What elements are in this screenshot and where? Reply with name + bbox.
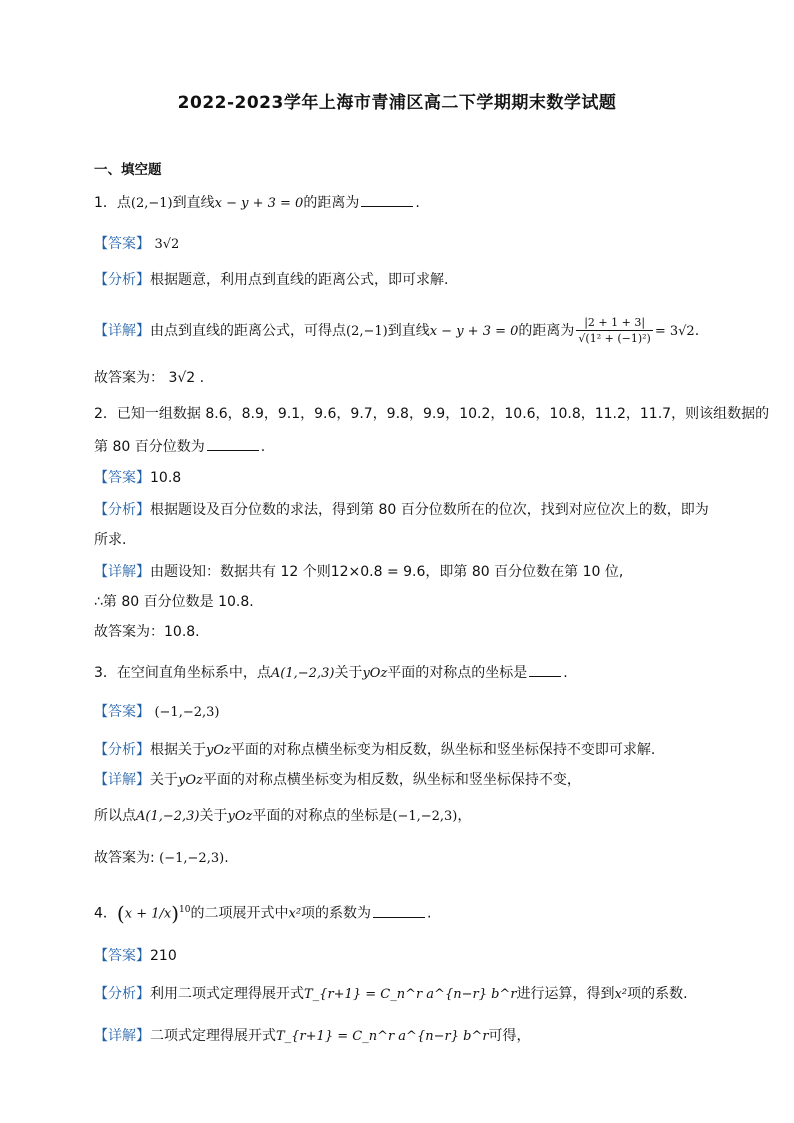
- question-2-line-1: 2．已知一组数据 8.6，8.9，9.1，9.6，9.7，9.8，9.9，10.2，10.6，10.8，11.2，11.7，则该组数据的: [94, 406, 770, 422]
- analysis-tag: 【分析】: [94, 272, 150, 288]
- q3-detail: 【详解】关于yOz平面的对称点横坐标变为相反数，纵坐标和竖坐标保持不变，: [94, 772, 581, 788]
- question-4: 4．$(x + 1/x)^{10}$的二项展开式中x²项的系数为 .: [94, 901, 432, 926]
- q1-answer: 【答案】 3√2: [94, 236, 180, 252]
- q3-answer: 【答案】 (−1,−2,3): [94, 704, 220, 720]
- q4-exponent: 10: [179, 905, 191, 915]
- q2-analysis-cont: 所求.: [94, 532, 127, 548]
- q2-analysis: 【分析】根据题设及百分位数的求法，得到第 80 百分位数所在的位次，找到对应位次上的数，即为: [94, 502, 709, 518]
- q3-so: 所以点A(1,−2,3)关于yOz平面的对称点的坐标是(−1,−2,3)，: [94, 808, 472, 824]
- q2-detail: 【详解】由题设知：数据共有 12 个则12×0.8 = 9.6，即第 80 百分位数在第 10 位,: [94, 564, 624, 580]
- q2-detail-cont: ∴第 80 百分位数是 10.8.: [94, 594, 254, 610]
- q4-term: x²: [288, 906, 302, 922]
- answer-blank: [361, 192, 413, 207]
- q1-line-equation: x − y + 3 = 0: [214, 196, 304, 211]
- q3-point: A(1,−2,3): [270, 666, 335, 681]
- answer-tag: 【答案】: [94, 236, 150, 252]
- q1-analysis: 【分析】根据题意，利用点到直线的距离公式，即可求解.: [94, 272, 449, 288]
- section-heading: 一、填空题: [94, 162, 162, 178]
- fraction-denominator: √(1² + (−1)²): [578, 332, 651, 345]
- q2-final: 故答案为：10.8.: [94, 624, 200, 640]
- distance-fraction: [576, 316, 652, 346]
- answer-blank: [207, 436, 259, 451]
- q2-answer: 【答案】10.8: [94, 470, 182, 486]
- question-1: 1．点(2,−1)到直线x − y + 3 = 0的距离为 .: [94, 192, 714, 214]
- detail-tag: 【详解】: [94, 323, 150, 339]
- q4-analysis: 【分析】利用二项式定理得展开式T_{r+1} = C_n^r a^{n−r} b^r进行运算，得到x²项的系数.: [94, 986, 688, 1002]
- q3-plane: yOz: [362, 666, 388, 681]
- answer-blank: [373, 903, 425, 918]
- q1-point: (2,−1): [130, 196, 173, 211]
- question-3: 3．在空间直角坐标系中，点A(1,−2,3)关于yOz平面的对称点的坐标是 .: [94, 662, 714, 684]
- question-2-line-2: 第 80 百分位数为 .: [94, 436, 714, 457]
- q3-analysis: 【分析】根据关于yOz平面的对称点横坐标变为相反数，纵坐标和竖坐标保持不变即可求解.: [94, 742, 656, 758]
- fraction-numerator: |2 + 1 + 3|: [576, 316, 652, 331]
- q1-detail: 【详解】由点到直线的距离公式，可得点(2,−1)到直线x − y + 3 = 0的距离为 $\frac{|2 + 1 + 3|}{\text{√(1² + (−1)²)}}$ = 3√2.: [94, 316, 700, 345]
- answer-blank: [529, 662, 561, 677]
- binomial-formula: T_{r+1} = C_n^r a^{n−r} b^r: [304, 987, 517, 1002]
- q3-final: 故答案为: (−1,−2,3).: [94, 850, 229, 866]
- q4-expression: x + 1/x: [124, 906, 172, 922]
- q1-final: 故答案为： 3√2 .: [94, 370, 205, 386]
- q4-answer: 【答案】210: [94, 948, 177, 964]
- page-title: 2022-2023学年上海市青浦区高二下学期期末数学试题: [177, 93, 617, 113]
- q4-detail: 【详解】二项式定理得展开式T_{r+1} = C_n^r a^{n−r} b^r可得，: [94, 1028, 531, 1044]
- q1-number: 1．: [94, 195, 117, 211]
